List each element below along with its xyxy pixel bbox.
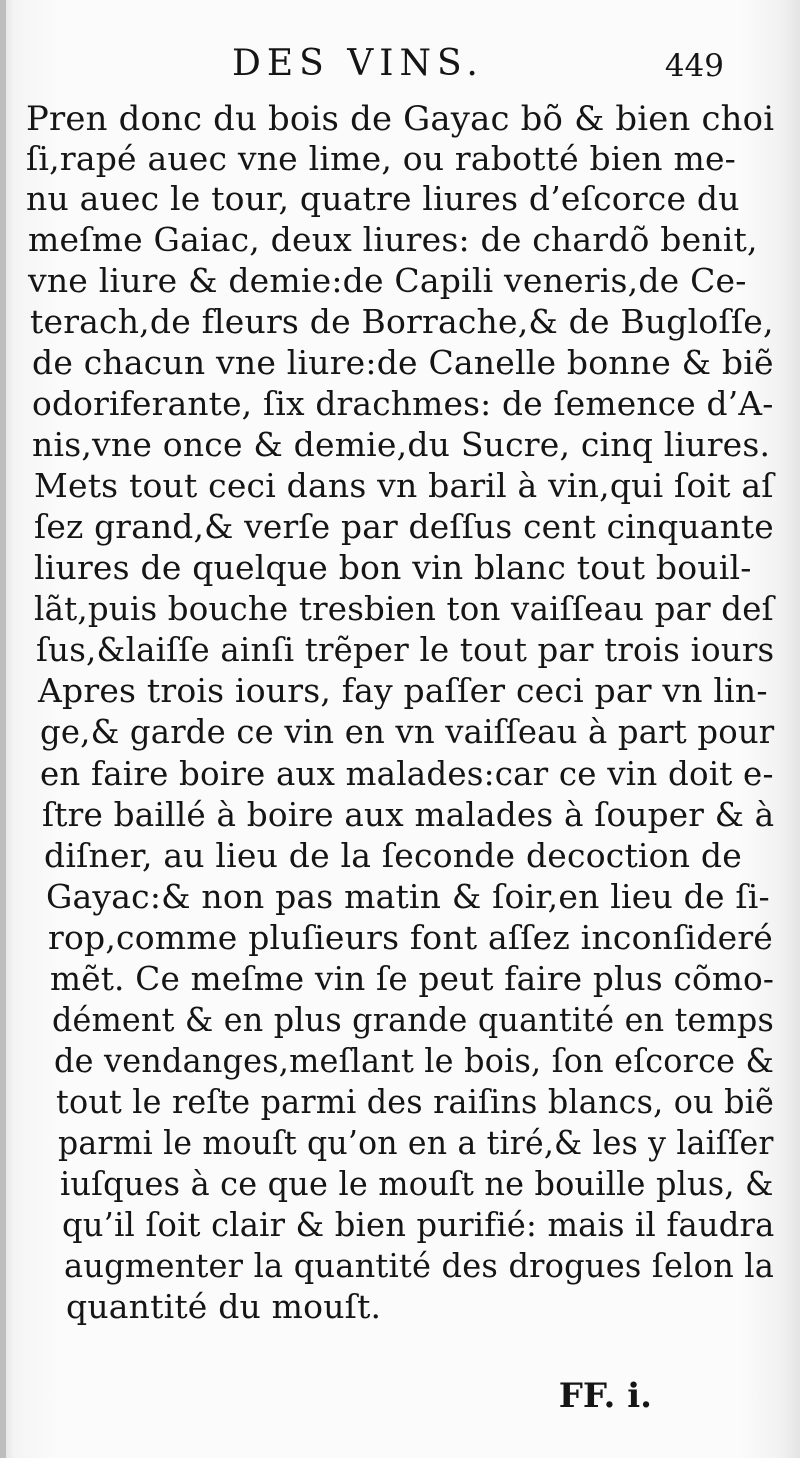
text-line: odoriferante, ſix drachmes: de ſemence d’A- bbox=[32, 384, 774, 423]
text-line: quantité du mouſt. bbox=[66, 1287, 382, 1326]
text-line: en faire boire aux malades:car ce vin doit e- bbox=[40, 754, 774, 793]
running-title: DES VINS. bbox=[232, 43, 484, 84]
text-line: lãt,puis bouche tresbien ton vaiſſeau par deſ bbox=[34, 589, 774, 628]
text-line: de chacun vne liure:de Canelle bonne & biẽ bbox=[32, 343, 774, 382]
text-line: diſner, au lieu de la ſeconde decoction de bbox=[44, 836, 742, 875]
text-line: ſi,rapé auec vne lime, ou rabotté bien me- bbox=[26, 139, 737, 178]
text-line: terach,de fleurs de Borrache,& de Bugloſſe, bbox=[30, 302, 774, 341]
text-line: parmi le mouſt qu’on en a tiré,& les y laiſſer bbox=[58, 1123, 774, 1162]
page-number: 449 bbox=[664, 48, 724, 84]
text-line: ſez grand,& verſe par deſſus cent cinquante bbox=[34, 507, 774, 546]
text-line: vne liure & demie:de Capili veneris,de Ce- bbox=[28, 261, 747, 300]
text-line: de vendanges,meſlant le bois, ſon eſcorce & bbox=[54, 1041, 775, 1080]
text-line: qu’il ſoit clair & bien purifié: mais il faudra bbox=[62, 1205, 775, 1244]
text-line: dément & en plus grande quantité en temps bbox=[52, 1000, 775, 1039]
text-line: liures de quelque bon vin blanc tout bouil- bbox=[34, 548, 752, 587]
text-line: ſus,&laiſſe ainſi trẽper le tout par trois iours bbox=[36, 630, 775, 669]
text-line: ge,& garde ce vin en vn vaiſſeau à part pour bbox=[40, 712, 775, 751]
text-line: augmenter la quantité des drogues ſelon la bbox=[64, 1246, 775, 1285]
text-line: rop,comme pluſieurs font aſſez inconſideré bbox=[48, 918, 774, 957]
text-line: Apres trois iours, fay paſſer ceci par vn lin- bbox=[38, 671, 768, 710]
text-line: iuſques à ce que le mouſt ne bouille plus, & bbox=[60, 1164, 774, 1203]
text-line: Pren donc du bois de Gayac bõ & bien choi bbox=[26, 99, 775, 139]
text-line: nis,vne once & demie,du Sucre, cinq liures. bbox=[32, 425, 771, 464]
text-line: tout le reſte parmi des raiſins blancs, ou biẽ bbox=[56, 1082, 775, 1121]
text-line: Gayac:& non pas matin & ſoir,en lieu de ſi- bbox=[46, 877, 770, 916]
running-head bbox=[0, 38, 800, 98]
text-line: mẽt. Ce meſme vin ſe peut faire plus cõmo- bbox=[50, 959, 775, 998]
text-line: meſme Gaiac, deux liures: de chardõ benit, bbox=[28, 220, 758, 259]
text-line: Mets tout ceci dans vn baril à vin,qui ſoit aſ bbox=[34, 466, 774, 505]
text-line: ſtre baillé à boire aux malades à ſouper & à bbox=[42, 795, 775, 834]
page-gutter-shadow bbox=[0, 0, 6, 1458]
signature-mark: FF. i. bbox=[558, 1376, 652, 1416]
text-line: nu auec le tour, quatre liures d’eſcorce du bbox=[26, 179, 740, 218]
